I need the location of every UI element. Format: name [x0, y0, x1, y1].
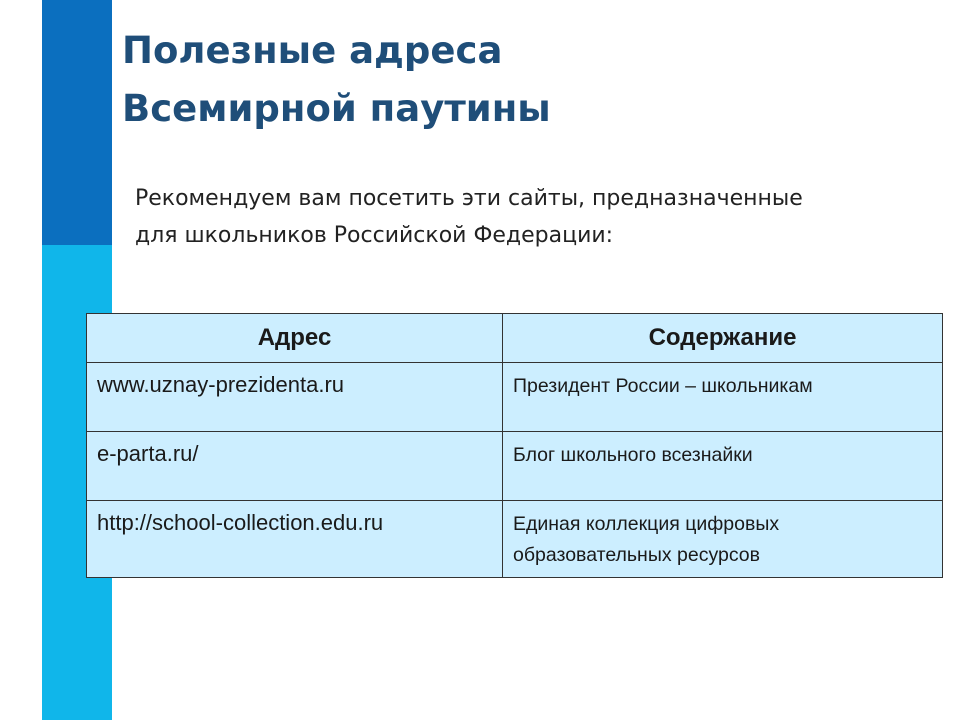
- recommended-sites-table: [86, 313, 943, 578]
- slide-title-line-1: Полезные адреса: [122, 29, 503, 72]
- site-description: Президент России – школьникам: [503, 363, 943, 432]
- intro-line-1: Рекомендуем вам посетить эти сайты, предназначенные: [135, 186, 803, 211]
- table-row: [87, 363, 943, 432]
- slide-title: [122, 22, 551, 138]
- site-address[interactable]: e-parta.ru/: [87, 432, 503, 501]
- site-address[interactable]: http://school-collection.edu.ru: [87, 501, 503, 578]
- intro-line-2: для школьников Российской Федерации:: [135, 223, 614, 248]
- site-description: Блог школьного всезнайки: [503, 432, 943, 501]
- intro-text: [135, 180, 935, 254]
- header-content: Содержание: [503, 314, 943, 363]
- table-row: [87, 432, 943, 501]
- site-address[interactable]: www.uznay-prezidenta.ru: [87, 363, 503, 432]
- table-header-row: [87, 314, 943, 363]
- table-row: [87, 501, 943, 578]
- header-address: Адрес: [87, 314, 503, 363]
- site-description: Единая коллекция цифровых образовательных ресурсов: [503, 501, 943, 578]
- slide-title-line-2: Всемирной паутины: [122, 87, 551, 130]
- side-accent-bar-dark: [42, 0, 112, 245]
